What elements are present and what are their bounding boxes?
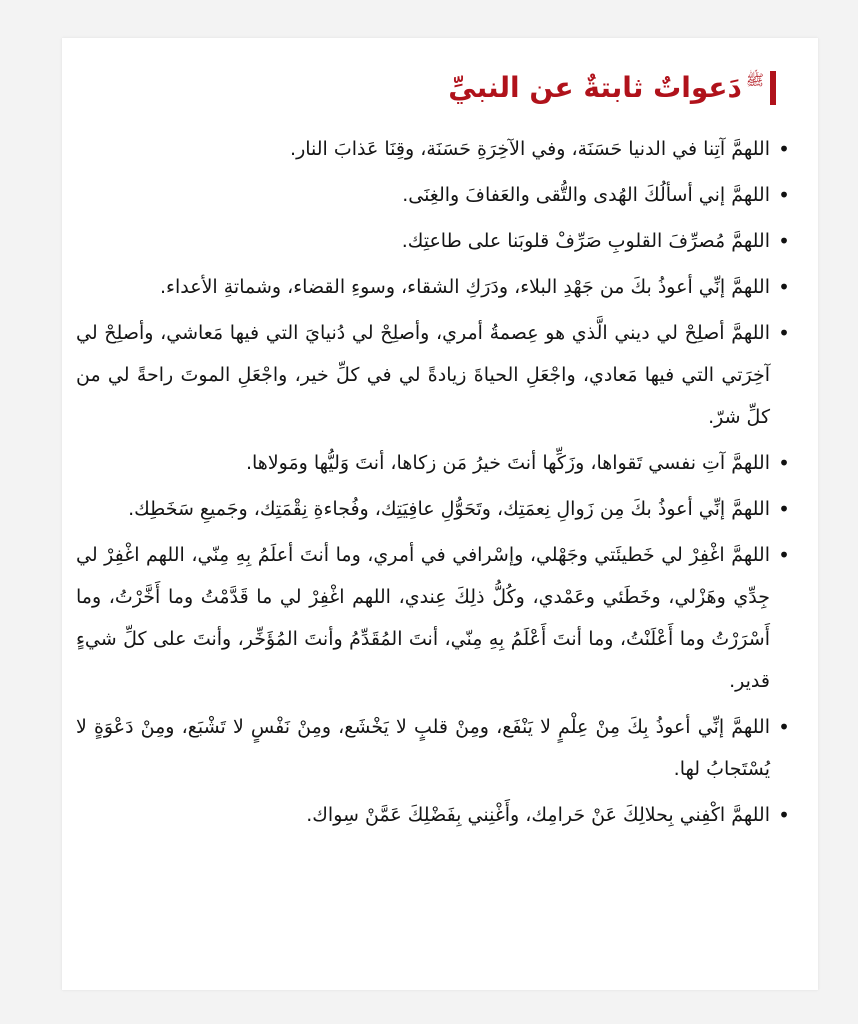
bullet-icon: • <box>778 543 790 567</box>
dua-item <box>76 488 790 530</box>
honorific-glyph: ﷺ <box>745 71 764 89</box>
dua-text: اللهمَّ اغْفِرْ لي خَطيئَتي وجَهْلي، وإسْرافي في أمري، وما أنتَ أعلَمُ بِهِ مِنّي، اللهم اغْفِرْ لي جِدِّي وهَزْلي، وخَطَئي وعَمْدي، وكُلُّ ذلِكَ عِندي، اللهم اغْفِرْ لي ما قَدَّمْتُ وما أَخَّرْتُ، وما أَسْرَرْتُ وما أَعْلَنْتُ، وما أنتَ أَعْلَمُ بِهِ مِنّي، أنتَ المُقَدِّمُ وأنتَ المُؤَخِّر، وأنتَ على كلِّ شيءٍ قدير. <box>76 544 770 692</box>
bullet-icon: • <box>778 803 790 827</box>
dua-text: اللهمَّ آتِنا في الدنيا حَسَنَة، وفي الآخِرَةِ حَسَنَة، وقِنَا عَذابَ النار. <box>290 138 770 160</box>
dua-item <box>76 128 790 170</box>
dua-item <box>76 312 790 438</box>
dua-text: اللهمَّ مُصرِّفَ القلوبِ صَرِّفْ قلوبَنا على طاعتِك. <box>401 230 770 252</box>
dua-text: اللهمَّ إنِّي أعوذُ بِكَ مِنْ عِلْمٍ لا يَنْفَع، ومِنْ قلبٍ لا يَخْشَع، ومِنْ نَفْسٍ لا تَشْبَع، ومِنْ دَعْوَةٍ لا يُسْتَجابُ لها. <box>76 716 770 780</box>
title-accent-bar <box>770 71 776 105</box>
bullet-icon: • <box>778 451 790 475</box>
bullet-icon: • <box>778 715 790 739</box>
bullet-icon: • <box>778 183 790 207</box>
dua-item <box>76 220 790 262</box>
dua-text: اللهمَّ آتِ نفسي تَقواها، وزَكِّها أنتَ خيرُ مَن زكاها، أنتَ وَليُّها ومَولاها. <box>245 452 770 474</box>
bullet-icon: • <box>778 229 790 253</box>
dua-item <box>76 706 790 790</box>
dua-item <box>76 174 790 216</box>
dua-text: اللهمَّ إنِّي أعوذُ بكَ مِن زَوالِ نِعمَتِك، وتَحَوُّلِ عافِيَتِك، وفُجاءةِ نِقْمَتِك، وجَميعِ سَخَطِك. <box>128 498 770 520</box>
dua-text: اللهمَّ أصلِحْ لي ديني الَّذي هو عِصمةُ أمري، وأصلِحْ لي دُنيايَ التي فيها مَعاشي، وأصلِحْ لي آخِرَتي التي فيها مَعادي، واجْعَلِ الحياةَ زيادةً لي في كلِّ خير، واجْعَلِ الموتَ راحةً لي من كلِّ شرّ. <box>76 322 770 428</box>
dua-item <box>76 534 790 702</box>
bullet-icon: • <box>778 497 790 521</box>
dua-text: اللهمَّ إني أسألُكَ الهُدى والتُّقى والعَفافَ والغِنَى. <box>402 184 770 206</box>
page-title: دَعواتٌ ثابتةٌ عن النبيِّ <box>448 71 742 104</box>
bullet-icon: • <box>778 137 790 161</box>
bullet-icon: • <box>778 275 790 299</box>
dua-text: اللهمَّ اكْفِني بِحلالِكَ عَنْ حَرامِك، وأَغْنِني بِفَضْلِكَ عَمَّنْ سِواك. <box>306 804 770 826</box>
bullet-icon: • <box>778 321 790 345</box>
dua-item <box>76 442 790 484</box>
dua-list <box>76 128 790 840</box>
dua-item <box>76 266 790 308</box>
dua-text: اللهمَّ إنِّي أعوذُ بكَ من جَهْدِ البلاء، ودَرَكِ الشقاء، وسوءِ القضاء، وشماتةِ الأعداء. <box>160 276 770 298</box>
dua-item <box>76 794 790 836</box>
title-row <box>448 66 788 110</box>
